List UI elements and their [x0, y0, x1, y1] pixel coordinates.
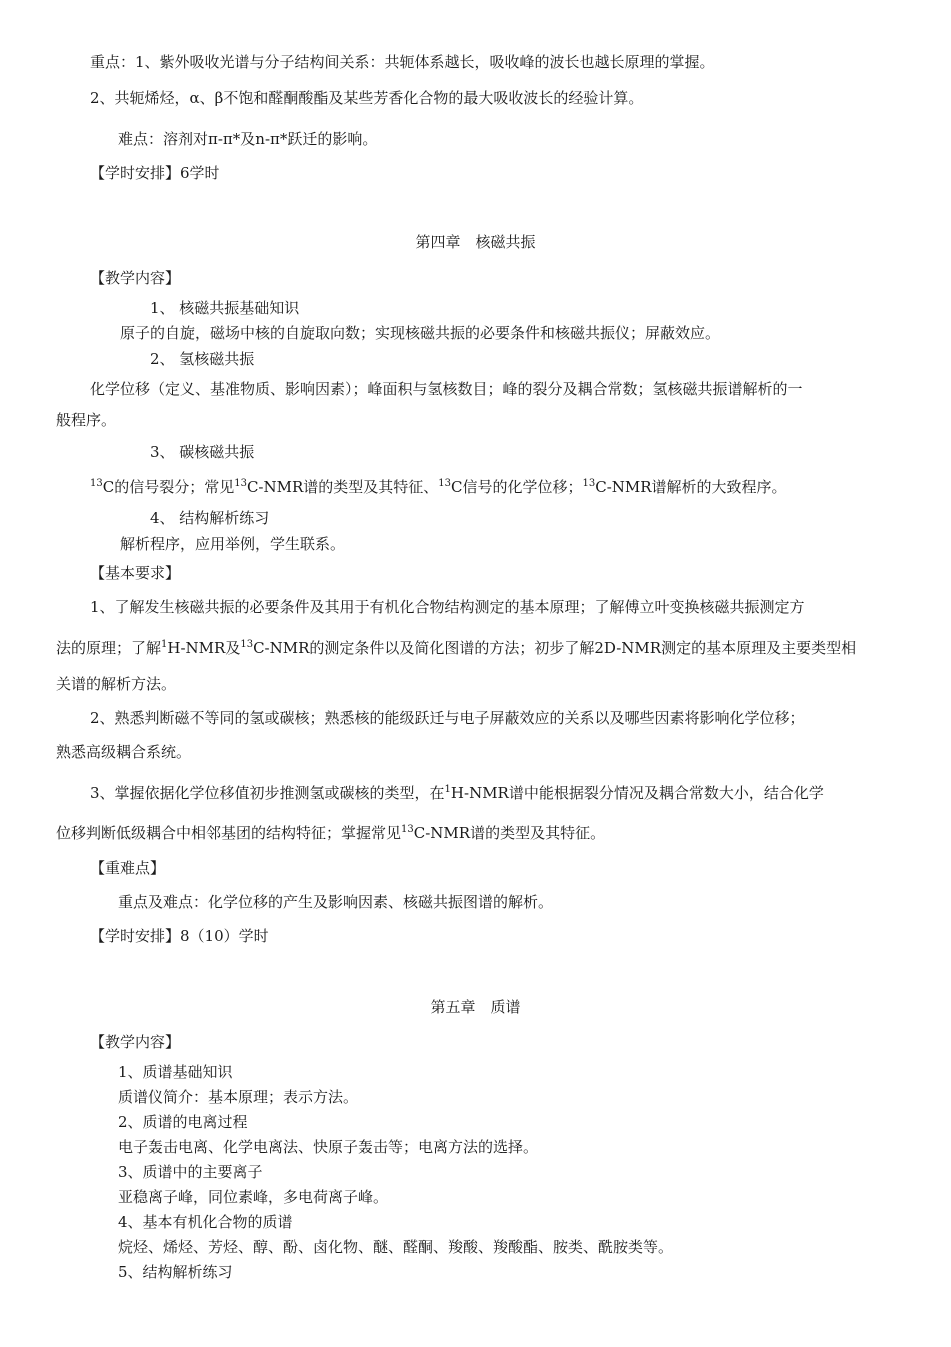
ch4-item2-title: 2、 氢核磁共振: [150, 350, 255, 368]
superscript-13: 13: [90, 478, 103, 489]
ch4-key-heading: 【重难点】: [90, 859, 166, 877]
ch5-item5-title: 5、结构解析练习: [118, 1263, 233, 1281]
ch3-difficulty: 难点：溶剂对π-π*及n-π*跃迁的影响。: [118, 130, 378, 148]
superscript-1: 1: [161, 639, 168, 650]
ch4-req3-line1: 3、掌握依据化学位移值初步推测氢或碳核的类型，在$^1$H-NMR谱中能根据裂分情况及耦合常数大小，结合化学: [90, 784, 824, 802]
ch3-keypoint-2: 2、共轭烯烃，α、β不饱和醛酮酸酯及某些芳香化合物的最大吸收波长的经验计算。: [90, 89, 644, 107]
ch5-item1-title: 1、质谱基础知识: [118, 1063, 233, 1081]
superscript-13: 13: [438, 478, 452, 489]
ch4-item2-desc-line1: 化学位移（定义、基准物质、影响因素）；峰面积与氢核数目；峰的裂分及耦合常数；氢核磁共振谱解析的一: [90, 380, 803, 398]
chapter-4-title: 第四章 核磁共振: [415, 233, 536, 251]
ch5-item2-desc: 电子轰击电离、化学电离法、快原子轰击等；电离方法的选择。: [118, 1138, 539, 1156]
ch4-item1-title: 1、 核磁共振基础知识: [150, 299, 300, 317]
ch4-item3-desc: $^{13}$C的信号裂分；常见$^{13}$C-NMR谱的类型及其特征、$^{13}$C信号的化学位移；$^{13}$C-NMR谱解析的大致程序。: [90, 478, 787, 496]
ch4-key-text: 重点及难点：化学位移的产生及影响因素、核磁共振图谱的解析。: [118, 893, 554, 911]
ch4-item4-desc: 解析程序，应用举例，学生联系。: [120, 535, 346, 553]
superscript-13: 13: [582, 478, 596, 489]
superscript-13: 13: [401, 824, 414, 835]
ch4-req1-line2: 法的原理；了解$^1$H-NMR及$^{13}$C-NMR的测定条件以及简化图谱的方法；初步了解2D-NMR测定的基本原理及主要类型相: [56, 639, 857, 657]
ch5-item4-title: 4、基本有机化合物的质谱: [118, 1213, 293, 1231]
ch4-req2-line1: 2、熟悉判断磁不等同的氢或碳核；熟悉核的能级跃迁与电子屏蔽效应的关系以及哪些因素将影响化学位移；: [90, 709, 805, 727]
ch4-item2-desc-line2: 般程序。: [56, 411, 117, 429]
ch5-item4-desc: 烷烃、烯烃、芳烃、醇、酚、卤化物、醚、醛酮、羧酸、羧酸酯、胺类、酰胺类等。: [118, 1238, 674, 1256]
chapter-5-title: 第五章 质谱: [430, 998, 521, 1016]
ch4-requirements-heading: 【基本要求】: [90, 564, 181, 582]
ch3-hours: 【学时安排】6学时: [90, 164, 220, 182]
ch5-item3-desc: 亚稳离子峰，同位素峰，多电荷离子峰。: [118, 1188, 389, 1206]
ch4-item3-title: 3、 碳核磁共振: [150, 443, 255, 461]
ch5-item2-title: 2、质谱的电离过程: [118, 1113, 248, 1131]
ch4-hours: 【学时安排】8（10）学时: [90, 927, 269, 945]
ch3-keypoint-1: 重点：1、紫外吸收光谱与分子结构间关系：共轭体系越长，吸收峰的波长也越长原理的掌握。: [90, 53, 715, 71]
ch5-item1-desc: 质谱仪简介：基本原理；表示方法。: [118, 1088, 359, 1106]
ch4-item4-title: 4、 结构解析练习: [150, 509, 270, 527]
superscript-1: 1: [444, 784, 451, 795]
ch4-req1-line1: 1、了解发生核磁共振的必要条件及其用于有机化合物结构测定的基本原理；了解傅立叶变换核磁共振测定方: [90, 598, 805, 616]
ch4-item1-desc: 原子的自旋，磁场中核的自旋取向数；实现核磁共振的必要条件和核磁共振仪；屏蔽效应。: [120, 324, 721, 342]
ch4-req3-line2: 位移判断低级耦合中相邻基团的结构特征；掌握常见$^{13}$C-NMR谱的类型及其特征。: [56, 824, 606, 842]
superscript-13: 13: [234, 478, 247, 489]
ch4-req1-line3: 关谱的解析方法。: [56, 675, 177, 693]
superscript-13: 13: [240, 639, 254, 650]
ch4-content-heading: 【教学内容】: [90, 269, 181, 287]
ch5-item3-title: 3、质谱中的主要离子: [118, 1163, 263, 1181]
ch4-req2-line2: 熟悉高级耦合系统。: [56, 743, 192, 761]
ch5-content-heading: 【教学内容】: [90, 1033, 181, 1051]
